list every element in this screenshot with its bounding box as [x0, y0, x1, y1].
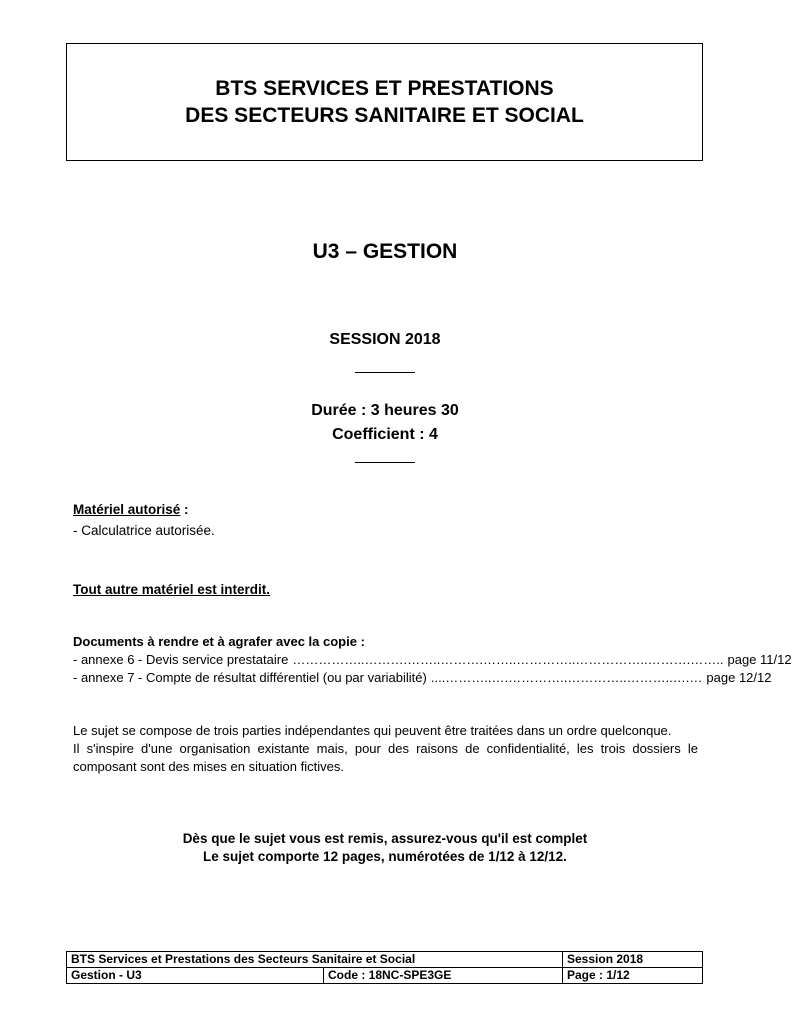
- session-label: SESSION 2018: [329, 331, 441, 348]
- title-line-1: BTS SERVICES ET PRESTATIONS: [215, 77, 554, 100]
- documents-heading: Documents à rendre et à agrafer avec la copie :: [73, 634, 365, 649]
- materiel-suffix: :: [180, 502, 189, 517]
- annexe-label: - annexe 7 - Compte de résultat différentiel (ou par variabilité): [73, 670, 427, 685]
- annexe-page: page 12/12: [706, 670, 772, 685]
- coefficient: Coefficient : 4: [332, 426, 438, 443]
- instructions-paragraph: [73, 722, 698, 776]
- paragraph-2: Il s'inspire d'une organisation existante mais, pour des raisons de confidentialité, les trois dossiers le composant sont des mises en situation fictives.: [73, 741, 698, 774]
- annexe-page: page 11/12: [727, 652, 792, 667]
- materiel-item: - Calculatrice autorisée.: [73, 523, 215, 538]
- footer-unit: Gestion - U3: [67, 968, 324, 984]
- duration-block: [0, 399, 770, 447]
- footer-page: Page : 1/12: [563, 968, 703, 984]
- materiel-heading: [73, 502, 698, 517]
- footer-session: Session 2018: [563, 952, 703, 968]
- title-line-2: DES SECTEURS SANITAIRE ET SOCIAL: [185, 104, 584, 127]
- annexe-line: [73, 670, 772, 685]
- final-notice: [0, 830, 770, 866]
- duration: Durée : 3 heures 30: [311, 402, 459, 419]
- leader-dots: ....………..….…………..…………..………..….…: [430, 670, 703, 685]
- paragraph-1: Le sujet se compose de trois parties indépendantes qui peuvent être traitées dans un ordre quelconque.: [73, 723, 672, 738]
- annexe-label: - annexe 6 - Devis service prestataire: [73, 652, 289, 667]
- footer-code: Code : 18NC-SPE3GE: [324, 968, 563, 984]
- leader-dots: ……………..……….……..……….……..…………..……………..……….……..: [292, 652, 724, 667]
- final-line-1: Dès que le sujet vous est remis, assurez-vous qu'il est complet: [182, 831, 588, 846]
- separator-rule: [355, 462, 415, 463]
- separator-rule: [355, 372, 415, 373]
- materiel-label: Matériel autorisé: [73, 502, 181, 517]
- final-line-2: Le sujet comporte 12 pages, numérotées de 1/12 à 12/12.: [203, 849, 567, 864]
- title-box: [66, 43, 703, 161]
- annexe-line: [73, 652, 792, 667]
- interdit-notice: Tout autre matériel est interdit.: [73, 582, 271, 597]
- unit-title: U3 – GESTION: [312, 240, 458, 263]
- footer-table: [66, 951, 703, 984]
- footer-title: BTS Services et Prestations des Secteurs Sanitaire et Social: [67, 952, 563, 968]
